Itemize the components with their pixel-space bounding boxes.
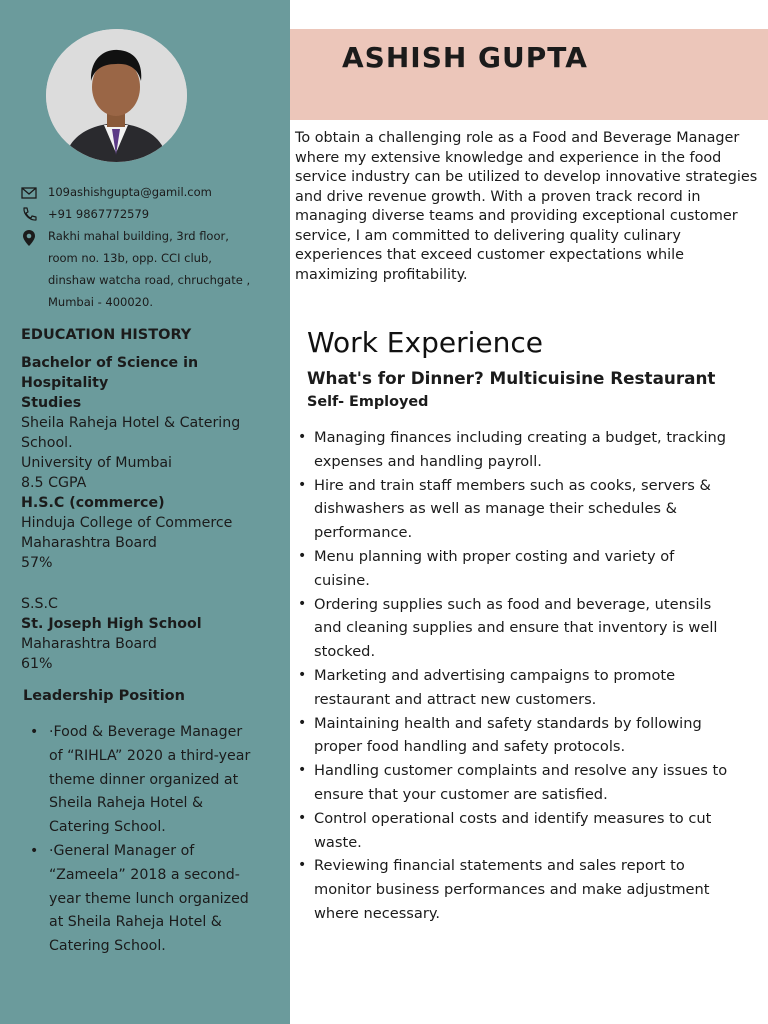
education-hsc [21,493,289,573]
duty-line: monitor business performances and make adjustment [314,881,710,899]
profile-photo [46,29,187,162]
work-experience-heading: Work Experience [307,326,543,359]
degree-university: University of Mumbai [21,455,172,471]
sidebar [0,0,290,1024]
leadership-line: theme dinner organized at [49,771,239,788]
hsc-board: Maharashtra Board [21,535,157,551]
duty-line: • Maintaining health and safety standards by following [314,714,702,732]
duty-line: stocked. [314,643,376,661]
phone-icon [20,206,38,222]
duty-line: restaurant and attract new customers. [314,690,597,708]
leadership-line: • ·Food & Beverage Manager [49,724,243,740]
duty-line: expenses and handling payroll. [314,452,542,470]
address-line: dinshaw watcha road, chruchgate , [48,273,251,287]
hsc-score: 57% [21,555,53,571]
candidate-name: ASHISH GUPTA [342,41,588,74]
duty-line: • Marketing and advertising campaigns to promote [314,666,676,684]
career-objective: To obtain a challenging role as a Food and Beverage Manager where my extensive knowledge and experience in the food service industry can be utilized to develop innovative strategies and drive revenue growth. With a proven track record in managing diverse teams and providing exceptional customer service, I am committed to delivering quality culinary experiences that exceed customer expectations while maximizing profitability. [295,130,758,283]
duties-list [297,426,762,926]
leadership-heading: Leadership Position [23,688,185,704]
duty-line: ensure that your customer are satisfied. [314,785,608,803]
degree-score: 8.5 CGPA [21,475,87,491]
degree-title: Bachelor of Science in Hospitality [21,355,199,391]
leadership-line: Sheila Raheja Hotel & [49,795,204,812]
hsc-title: H.S.C (commerce) [21,495,165,511]
duty-line: dishwashers as well as manage their schedules & [314,500,678,518]
leadership-line: Catering School. [49,819,166,836]
ssc-institution: St. Joseph High School [21,616,202,632]
hsc-institution: Hinduja College of Commerce [21,515,233,531]
duty-line: • Handling customer complaints and resolve any issues to [314,762,728,780]
leadership-list [30,721,280,959]
ssc-title: S.S.C [21,596,58,612]
duty-item [297,759,762,807]
leadership-line: at Sheila Raheja Hotel & [49,914,222,931]
phone-text: +91 9867772579 [48,207,150,221]
duty-line: waste. [314,833,362,851]
ssc-board: Maharashtra Board [21,636,157,652]
education-heading: EDUCATION HISTORY [21,327,192,343]
duty-line: and cleaning supplies and ensure that inventory is well [314,619,718,637]
education-ssc [21,594,289,674]
duty-line: performance. [314,524,413,542]
job-role: Self- Employed [307,394,429,410]
duty-item [297,664,762,712]
contact-phone [20,203,149,225]
company-name: What's for Dinner? Multicuisine Restaurant [307,368,716,388]
duty-line: • Menu planning with proper costing and variety of [314,547,675,565]
duty-line: • Control operational costs and identify measures to cut [314,809,712,827]
address-line: Rakhi mahal building, 3rd floor, [48,229,229,243]
duty-line: proper food handling and safety protocols. [314,738,626,756]
duty-item [297,807,762,855]
degree-institution: School. [21,435,73,451]
leadership-line: Catering School. [49,938,166,955]
degree-title: Studies [21,395,82,411]
education-degree [21,353,289,493]
duty-line: • Managing finances including creating a budget, tracking [314,429,727,446]
duty-line: • Hire and train staff members such as cooks, servers & [314,476,711,494]
duty-line: where necessary. [314,904,441,922]
leadership-item [30,721,280,840]
leadership-line: “Zameela” 2018 a second- [49,866,240,883]
leadership-item [30,840,280,959]
duty-item [297,712,762,760]
leadership-line: • ·General Manager of [49,842,195,859]
envelope-icon [20,184,38,200]
email-text: 109ashishgupta@gamil.com [48,185,212,199]
ssc-score: 61% [21,656,53,672]
duty-line: • Ordering supplies such as food and beverage, utensils [314,595,712,613]
address-line: room no. 13b, opp. CCI club, [48,251,212,265]
duty-line: cuisine. [314,571,370,589]
contact-email [20,181,212,203]
contact-address [20,225,250,313]
degree-institution: Sheila Raheja Hotel & Catering [21,415,241,431]
leadership-line: year theme lunch organized [49,890,249,907]
duty-item [297,593,762,664]
address-text [48,225,250,313]
duty-item [297,545,762,593]
duty-item [297,426,762,474]
duty-item [297,474,762,545]
duty-line: • Reviewing financial statements and sales report to [314,857,685,875]
address-line: Mumbai - 400020. [48,295,153,309]
location-pin-icon [20,229,38,247]
main-content [290,0,768,1024]
duty-item [297,854,762,925]
leadership-line: of “RIHLA” 2020 a third-year [49,747,251,764]
